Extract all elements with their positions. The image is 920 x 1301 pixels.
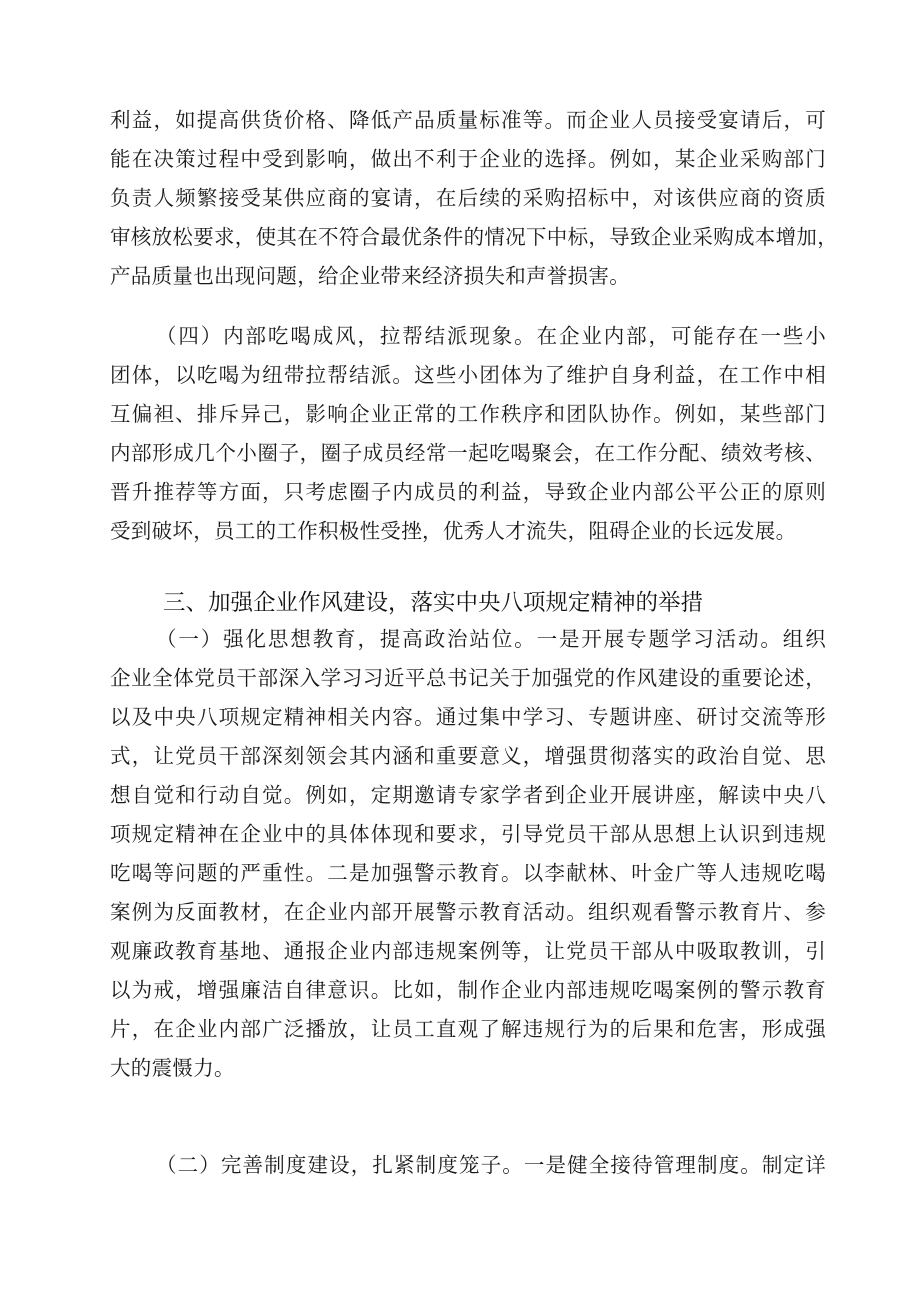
text-line: 式，让党员干部深刻领会其内涵和重要意义，增强贯彻落实的政治自觉、思 [110,744,826,768]
text-line: 案例为反面教材，在企业内部开展警示教育活动。组织观看警示教育片、参 [110,900,826,924]
section-heading: 三、加强企业作风建设，落实中央八项规定精神的举措 [163,590,704,616]
text-line: 内部形成几个小圈子，圈子成员经常一起吃喝聚会，在工作分配、绩效考核、 [110,441,826,465]
text-line: （一）强化思想教育，提高政治站位。一是开展专题学习活动。组织 [156,627,826,651]
text-line: （二）完善制度建设，扎紧制度笼子。一是健全接待管理制度。制定详 [156,1153,826,1177]
text-line: 项规定精神在企业中的具体体现和要求，引导党员干部从思想上认识到违规 [110,822,826,846]
text-line: 企业全体党员干部深入学习习近平总书记关于加强党的作风建设的重要论述， [110,666,826,690]
text-line: 晋升推荐等方面，只考虑圈子内成员的利益，导致企业内部公平公正的原则 [110,480,826,504]
text-line: 互偏袒、排斥异己，影响企业正常的工作秩序和团队协作。例如，某些部门 [110,402,826,426]
text-line: 吃喝等问题的严重性。二是加强警示教育。以李献林、叶金广等人违规吃喝 [110,861,826,885]
text-line: 受到破坏，员工的工作积极性受挫，优秀人才流失，阻碍企业的长远发展。 [110,519,797,543]
text-line: 想自觉和行动自觉。例如，定期邀请专家学者到企业开展讲座，解读中央八 [110,783,826,807]
text-line: （四）内部吃喝成风，拉帮结派现象。在企业内部，可能存在一些小 [156,324,826,348]
text-line: 以及中央八项规定精神相关内容。通过集中学习、专题讲座、研讨交流等形 [110,705,826,729]
text-line: 团体，以吃喝为纽带拉帮结派。这些小团体为了维护自身利益，在工作中相 [110,363,826,387]
text-line: 负责人频繁接受某供应商的宴请，在后续的采购招标中，对该供应商的资质 [110,186,826,210]
text-line: 产品质量也出现问题，给企业带来经济损失和声誉损害。 [110,264,630,288]
text-line: 以为戒，增强廉洁自律意识。比如，制作企业内部违规吃喝案例的警示教育 [110,978,826,1002]
text-line: 片，在企业内部广泛播放，让员工直观了解违规行为的后果和危害，形成强 [110,1017,826,1041]
text-line: 大的震慑力。 [110,1056,235,1080]
text-line: 审核放松要求，使其在不符合最优条件的情况下中标，导致企业采购成本增加， [110,225,838,249]
text-line: 能在决策过程中受到影响，做出不利于企业的选择。例如，某企业采购部门 [110,147,826,171]
text-line: 利益，如提高供货价格、降低产品质量标准等。而企业人员接受宴请后，可 [110,108,826,132]
text-line: 观廉政教育基地、通报企业内部违规案例等，让党员干部从中吸取教训，引 [110,939,826,963]
